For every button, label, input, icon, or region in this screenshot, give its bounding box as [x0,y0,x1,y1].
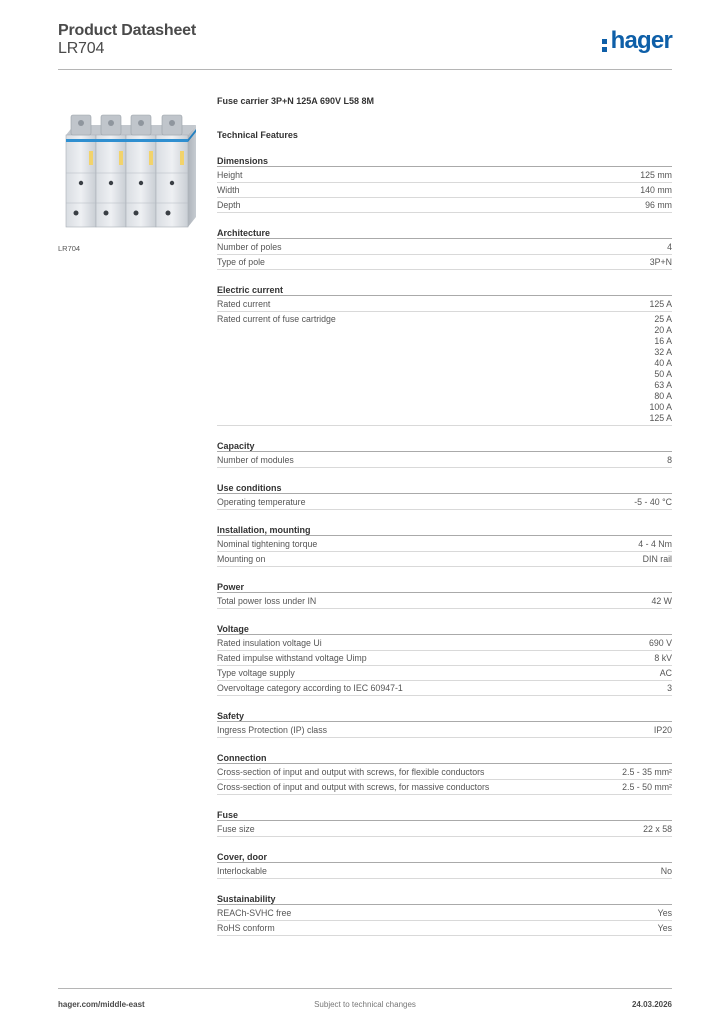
page-header [58,20,672,70]
feature-values [650,257,672,268]
feature-section [217,623,672,696]
feature-value: DIN rail [642,554,672,564]
section-title: Capacity [217,440,672,452]
feature-label: REACh-SVHC free [217,908,292,918]
feature-label: Depth [217,200,241,210]
section-title: Safety [217,710,672,722]
document-title: Product Datasheet [58,22,196,39]
feature-value: 125 A [649,413,672,423]
feature-values [651,596,672,607]
feature-label: Rated insulation voltage Ui [217,638,322,648]
feature-value: 96 mm [645,200,672,210]
feature-label: Nominal tightening torque [217,539,318,549]
feature-label: Width [217,185,240,195]
feature-section [217,809,672,837]
feature-label: Number of poles [217,242,282,252]
section-title: Architecture [217,227,672,239]
feature-value: 125 A [649,299,672,309]
page-footer [58,988,672,1018]
feature-value: 50 A [654,369,672,379]
feature-value: 20 A [654,325,672,335]
feature-row [217,495,672,510]
feature-row [217,636,672,651]
feature-values [667,683,672,694]
feature-value: 42 W [651,596,672,606]
feature-row [217,552,672,567]
logo-colon-mark [601,30,609,52]
feature-value: 25 A [654,314,672,324]
feature-section [217,893,672,936]
feature-label: Type of pole [217,257,265,267]
feature-value: Yes [657,923,672,933]
feature-label: Cross-section of input and output with screws, for flexible conductors [217,767,485,777]
feature-value: 4 - 4 Nm [638,539,672,549]
feature-values [649,314,672,424]
feature-section [217,227,672,270]
section-title: Power [217,581,672,593]
image-caption: LR704 [58,244,81,253]
product-title: Fuse carrier 3P+N 125A 690V L58 8M [217,96,375,106]
feature-row [217,240,672,255]
feature-row [217,780,672,795]
feature-values [649,638,672,649]
feature-label: Type voltage supply [217,668,295,678]
feature-sections [217,155,672,936]
feature-value: 40 A [654,358,672,368]
feature-value: 2.5 - 35 mm² [622,767,672,777]
feature-row [217,183,672,198]
footer-notice: Subject to technical changes [314,1000,416,1009]
feature-label: Mounting on [217,554,266,564]
feature-value: -5 - 40 °C [634,497,672,507]
product-image [58,95,204,237]
feature-section [217,581,672,609]
fuse-carrier-illustration [58,95,204,237]
feature-values [640,185,672,196]
logo-wordmark: hager [610,27,672,54]
feature-row [217,453,672,468]
feature-values [645,200,672,211]
section-title: Dimensions [217,155,672,167]
feature-row [217,312,672,426]
section-title: Fuse [217,809,672,821]
feature-section [217,155,672,213]
feature-value: Yes [657,908,672,918]
feature-row [217,255,672,270]
feature-values [658,908,672,919]
feature-label: Rated impulse withstand voltage Uimp [217,653,367,663]
feature-row [217,651,672,666]
section-title: Cover, door [217,851,672,863]
feature-values [654,653,672,664]
feature-value: No [660,866,672,876]
section-title: Installation, mounting [217,524,672,536]
feature-value: IP20 [653,725,672,735]
feature-row [217,681,672,696]
feature-value: 80 A [654,391,672,401]
feature-values [622,767,672,778]
feature-values [667,455,672,466]
technical-features-heading: Technical Features [217,130,298,140]
feature-value: 63 A [654,380,672,390]
feature-values [661,866,672,877]
feature-value: AC [659,668,672,678]
section-title: Sustainability [217,893,672,905]
feature-section [217,440,672,468]
feature-section [217,851,672,879]
feature-label: Overvoltage category according to IEC 60947-1 [217,683,403,693]
feature-values [649,299,672,310]
datasheet-content [217,95,672,936]
footer-date: 24.03.2026 [631,1000,672,1009]
feature-label: Ingress Protection (IP) class [217,725,327,735]
feature-row [217,723,672,738]
feature-row [217,594,672,609]
product-reference: LR704 [58,40,105,57]
hager-logo [601,27,672,55]
feature-values [622,782,672,793]
feature-label: Fuse size [217,824,255,834]
feature-label: Number of modules [217,455,294,465]
feature-values [660,668,672,679]
feature-value: 2.5 - 50 mm² [622,782,672,792]
feature-row [217,906,672,921]
feature-section [217,524,672,567]
feature-label: Total power loss under IN [217,596,317,606]
section-title: Use conditions [217,482,672,494]
feature-label: Rated current of fuse cartridge [217,314,336,324]
feature-value: 8 [667,455,672,465]
feature-section [217,284,672,426]
feature-row [217,921,672,936]
feature-row [217,297,672,312]
feature-label: Interlockable [217,866,267,876]
feature-values [654,725,672,736]
feature-label: Height [217,170,243,180]
feature-value: 3 [667,683,672,693]
feature-value: 100 A [649,402,672,412]
section-title: Electric current [217,284,672,296]
feature-label: RoHS conform [217,923,275,933]
feature-row [217,168,672,183]
feature-row [217,765,672,780]
feature-label: Cross-section of input and output with screws, for massive conductors [217,782,490,792]
feature-section [217,482,672,510]
section-title: Connection [217,752,672,764]
feature-row [217,198,672,213]
feature-value: 140 mm [640,185,672,195]
feature-values [634,497,672,508]
feature-value: 16 A [654,336,672,346]
feature-values [658,923,672,934]
feature-value: 8 kV [654,653,672,663]
footer-website: hager.com/middle-east [58,1000,145,1009]
feature-values [667,242,672,253]
feature-section [217,752,672,795]
feature-label: Rated current [217,299,271,309]
feature-value: 32 A [654,347,672,357]
feature-values [643,824,672,835]
feature-value: 22 x 58 [643,824,672,834]
feature-row [217,666,672,681]
feature-value: 3P+N [649,257,672,267]
feature-label: Operating temperature [217,497,306,507]
feature-row [217,864,672,879]
feature-value: 4 [667,242,672,252]
feature-value: 125 mm [640,170,672,180]
feature-section [217,710,672,738]
feature-values [640,170,672,181]
section-title: Voltage [217,623,672,635]
feature-values [638,539,672,550]
feature-row [217,822,672,837]
feature-values [643,554,672,565]
feature-value: 690 V [649,638,672,648]
feature-row [217,537,672,552]
